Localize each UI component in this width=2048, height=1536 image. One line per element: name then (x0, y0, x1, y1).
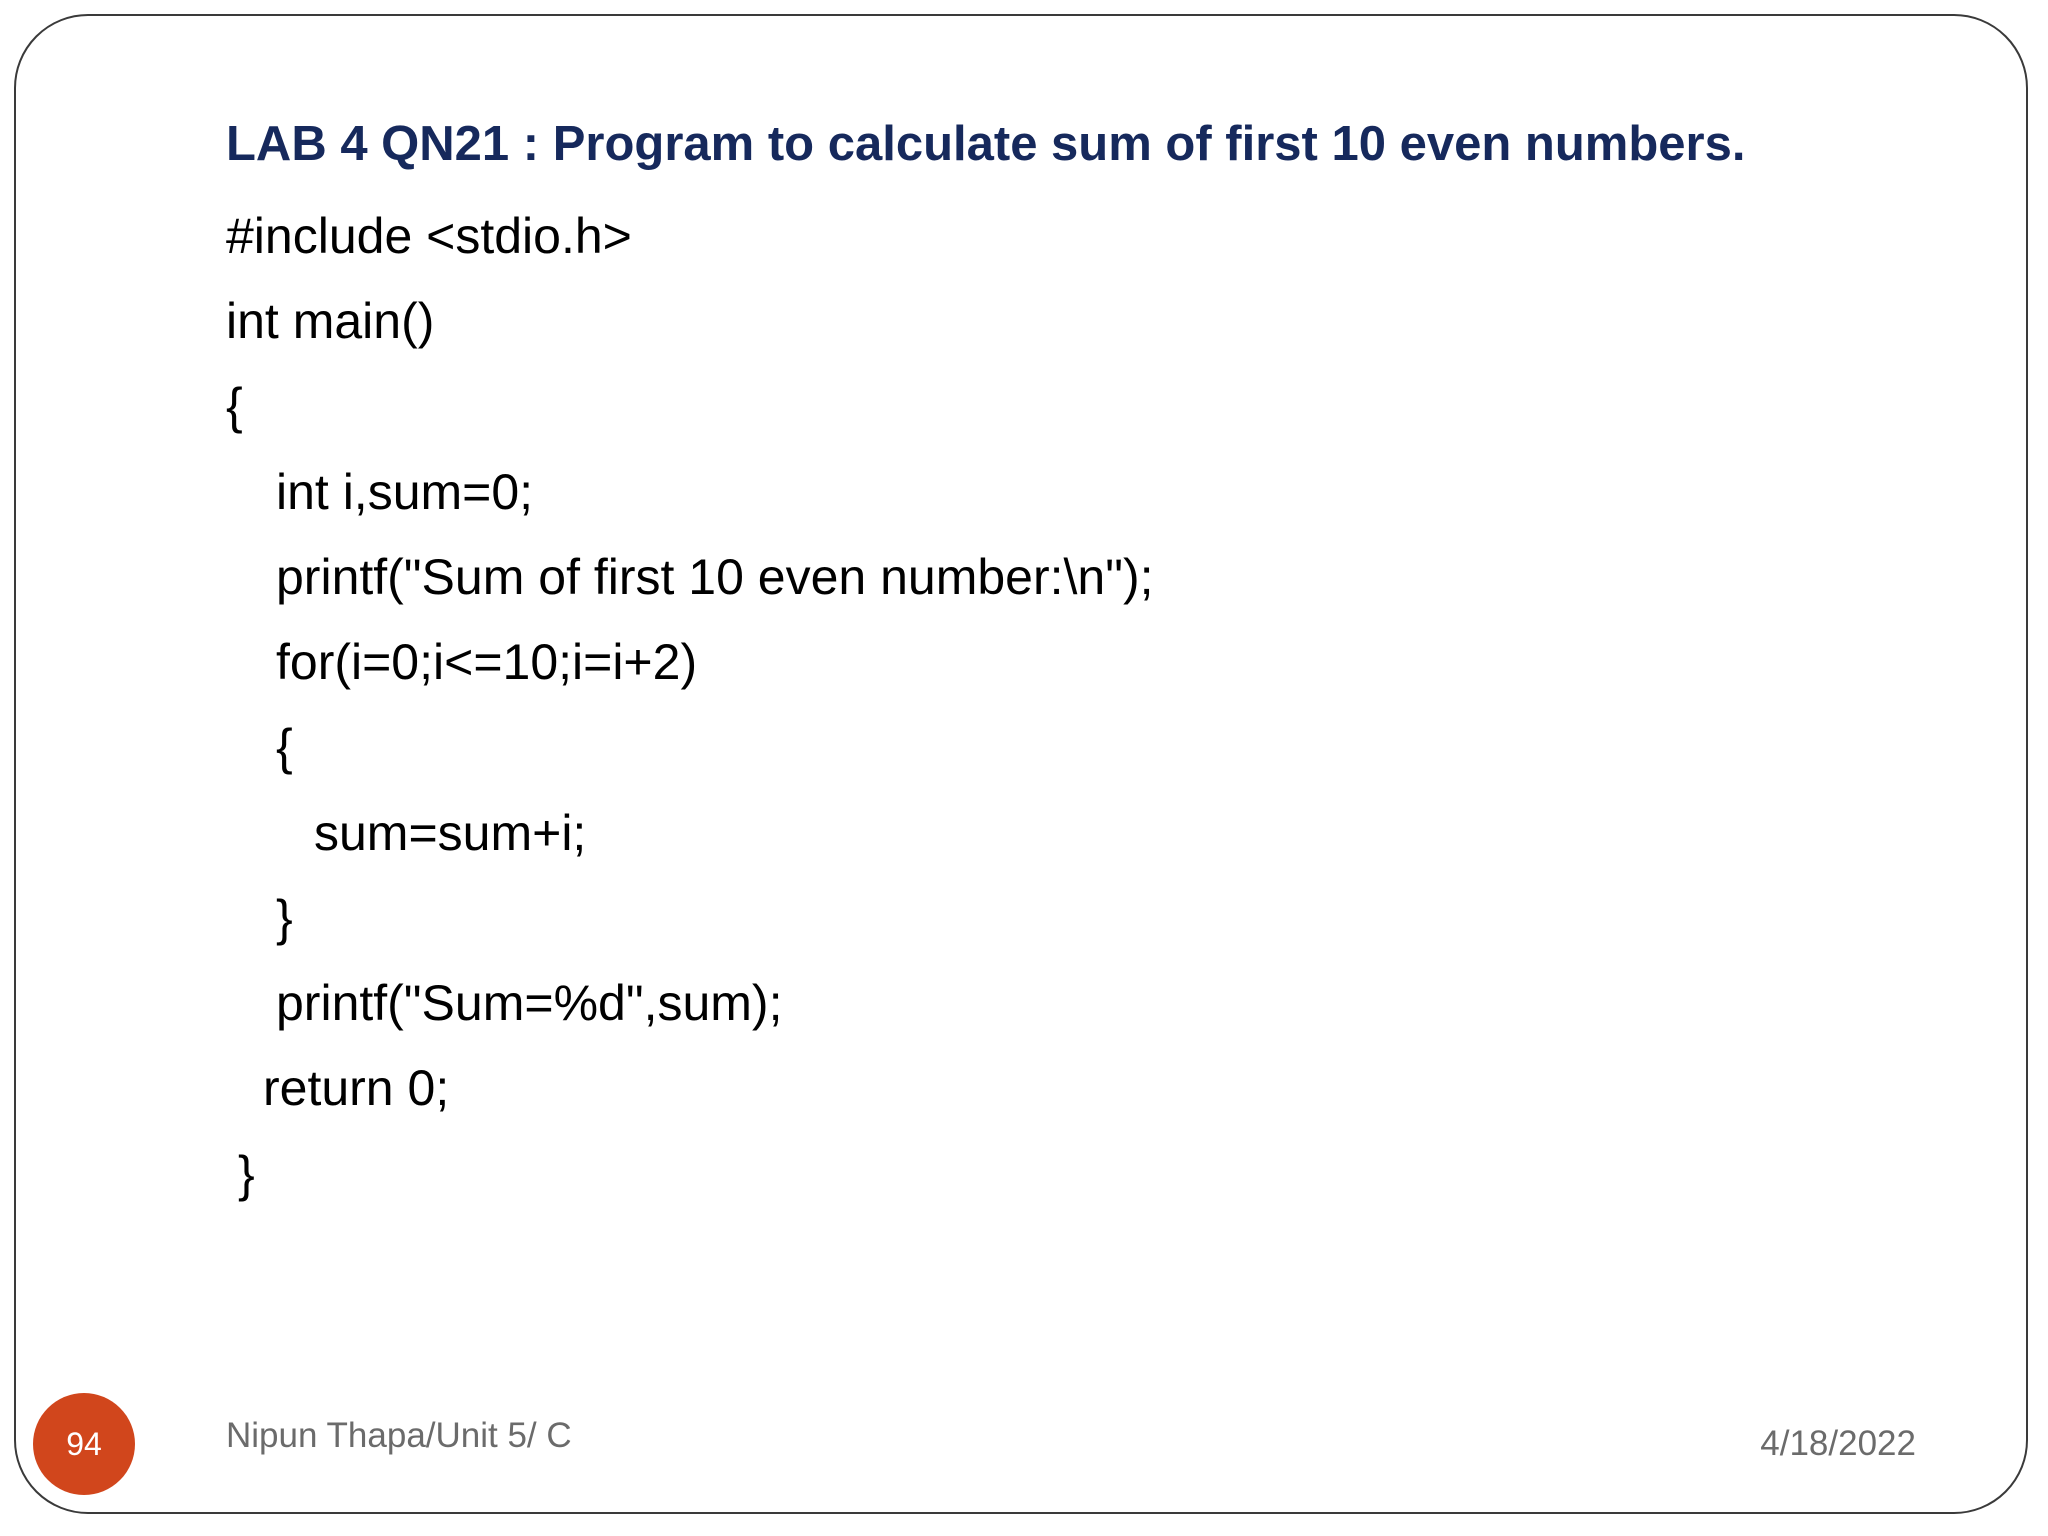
code-line: { (226, 378, 243, 434)
code-line: printf("Sum=%d",sum); (276, 975, 783, 1031)
code-line: } (238, 1146, 255, 1202)
footer-author: Nipun Thapa/Unit 5/ C (226, 1416, 572, 1455)
code-line: } (276, 890, 293, 946)
code-line: { (276, 719, 293, 775)
code-line: for(i=0;i<=10;i=i+2) (276, 634, 698, 690)
footer-date: 4/18/2022 (1760, 1424, 1916, 1463)
slide-title: LAB 4 QN21 : Program to calculate sum of first 10 even numbers. (226, 117, 1746, 171)
page-number-badge: 94 (33, 1393, 135, 1495)
code-line: #include <stdio.h> (226, 208, 632, 264)
code-line: int main() (226, 293, 435, 349)
code-line: int i,sum=0; (276, 464, 534, 520)
code-line: printf("Sum of first 10 even number:\n"); (276, 549, 1154, 605)
code-line: sum=sum+i; (314, 805, 587, 861)
code-line: return 0; (263, 1060, 450, 1116)
